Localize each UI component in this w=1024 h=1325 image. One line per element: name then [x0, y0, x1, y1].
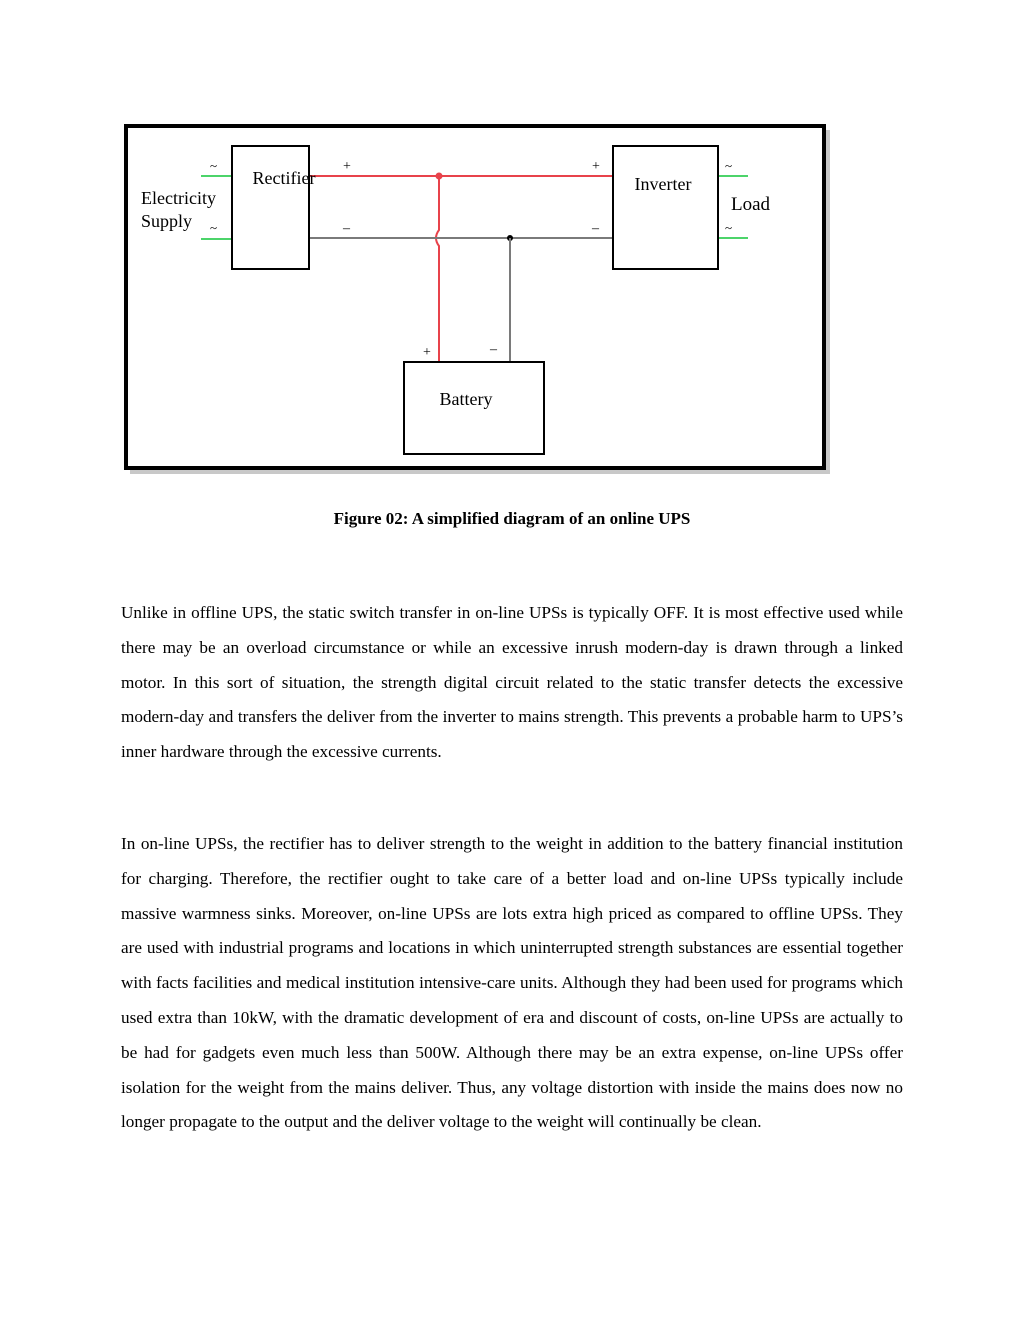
rectifier-label: Rectifier: [252, 168, 316, 188]
battery-label: Battery: [439, 389, 493, 409]
supply-label: Supply: [141, 211, 193, 231]
electricity-label: Electricity: [141, 188, 216, 208]
tilde-output-top: ~: [725, 158, 733, 173]
rectifier-minus-sign: –: [343, 221, 350, 236]
tilde-output-bottom: ~: [725, 220, 733, 235]
inverter-minus-sign: –: [592, 221, 599, 236]
rectifier-block: [232, 146, 309, 269]
ups-diagram: [124, 124, 830, 474]
battery-plus-sign: +: [423, 345, 431, 360]
paragraph: Unlike in offline UPS, the static switch transfer in on-line UPSs is typically OFF. It is most effective used while there may be an overload circumstance or while an excessive inrush modern-day is drawn through a linked motor. In this sort of situation, the strength digital circuit related to the static transfer detects the excessive modern-day and transfers the deliver from the inverter to mains strength. This prevents a probable harm to UPS’s inner hardware through the excessive currents.: [121, 603, 903, 762]
load-label: Load: [731, 194, 771, 215]
figure-caption: Figure 02: A simplified diagram of an online UPS: [333, 509, 691, 528]
ups-diagram-figure: [124, 124, 830, 474]
paragraph: In on-line UPSs, the rectifier has to deliver strength to the weight in addition to the battery financial institution for charging. Therefore, the rectifier ought to take care of a better load and on-line UPSs typically include massive warmness sinks. Moreover, on-line UPSs are lots extra high priced as compared to offline UPSs. They are used with industrial programs and locations in which uninterrupted strength substances are essential together with facts facilities and medical institution intensive-care units. Although they had been used for programs which used extra than 10kW, with the dramatic development of era and discount of costs, on-line UPSs are actually to be had for gadgets even much less than 500W. Although there may be an extra expense, on-line UPSs offer isolation for the weight from the mains deliver. Thus, any voltage distortion with inside the mains does now no longer propagate to the output and the deliver voltage to the weight will continually be clean.: [121, 834, 903, 1132]
inverter-block: [613, 146, 718, 269]
inverter-label: Inverter: [634, 174, 692, 194]
tilde-input-bottom: ~: [210, 220, 218, 235]
tilde-input-top: ~: [210, 158, 218, 173]
battery-minus-sign: –: [490, 342, 497, 357]
inverter-plus-sign: +: [592, 159, 600, 174]
rectifier-plus-sign: +: [343, 159, 351, 174]
